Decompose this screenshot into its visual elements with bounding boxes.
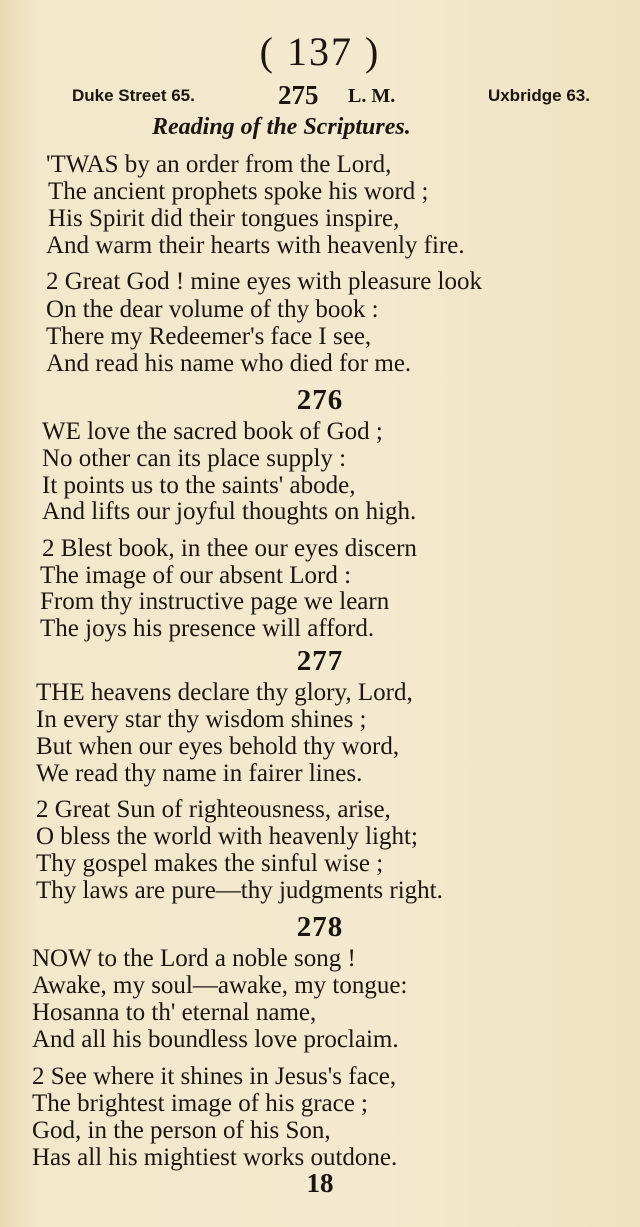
verse-line: On the dear volume of thy book :	[46, 296, 379, 323]
verse-line: From thy instructive page we learn	[40, 588, 390, 615]
tune-left: Duke Street 65.	[72, 86, 195, 105]
verse-line: And read his name who died for me.	[46, 350, 412, 377]
verse-line: 2 Blest book, in thee our eyes discern	[42, 535, 417, 562]
hymn-number: 275	[278, 80, 319, 110]
verse-line: Hosanna to th' eternal name,	[32, 999, 317, 1026]
verse-line: Awake, my soul—awake, my tongue:	[32, 972, 408, 999]
hymn-number: 278	[296, 911, 344, 943]
verse-line: And warm their hearts with heavenly fire.	[46, 232, 465, 259]
tune-right: Uxbridge 63.	[487, 86, 590, 105]
verse-line: The brightest image of his grace ;	[32, 1090, 368, 1117]
verse-line: The joys his presence will afford.	[40, 615, 375, 642]
verse-line: Thy gospel makes the sinful wise ;	[36, 850, 384, 877]
verse-line: But when our eyes behold thy word,	[36, 733, 400, 760]
verse-line: The image of our absent Lord :	[40, 562, 352, 589]
verse-line: God, in the person of his Son,	[32, 1117, 331, 1144]
verse-line: In every star thy wisdom shines ;	[36, 706, 367, 733]
verse-line: WE love the sacred book of God ;	[42, 418, 383, 445]
verse-line: O bless the world with heavenly light;	[36, 823, 418, 850]
hymn-header	[72, 80, 590, 112]
verse-line: And all his boundless love proclaim.	[32, 1026, 399, 1053]
verse-line: 2 Great Sun of righteousness, arise,	[36, 796, 391, 823]
hymn-number: 276	[296, 384, 344, 416]
verse-line: And lifts our joyful thoughts on high.	[42, 498, 417, 525]
page-number: ( 137 )	[259, 29, 381, 74]
hymn-subject: Reading of the Scriptures.	[152, 114, 411, 140]
verse-line: There my Redeemer's face I see,	[46, 323, 372, 350]
verse-line: NOW to the Lord a noble song !	[32, 945, 356, 972]
verse-line: Thy laws are pure—thy judgments right.	[36, 877, 443, 904]
verse-line: His Spirit did their tongues inspire,	[48, 205, 400, 232]
verse-line: Has all his mightiest works outdone.	[32, 1144, 398, 1171]
verse-line: The ancient prophets spoke his word ;	[48, 178, 429, 205]
verse-line: 2 See where it shines in Jesus's face,	[32, 1063, 397, 1090]
hymn-number: 277	[296, 645, 344, 677]
meter: L. M.	[348, 85, 396, 107]
verse-line: 'TWAS by an order from the Lord,	[46, 151, 392, 178]
verse-line: No other can its place supply :	[42, 445, 347, 472]
verse-line: THE heavens declare thy glory, Lord,	[36, 679, 413, 706]
verse-line: It points us to the saints' abode,	[42, 472, 356, 499]
verse-line: 2 Great God ! mine eyes with pleasure look	[46, 268, 482, 295]
signature-mark: 18	[306, 1168, 334, 1198]
verse-line: We read thy name in fairer lines.	[36, 760, 363, 787]
